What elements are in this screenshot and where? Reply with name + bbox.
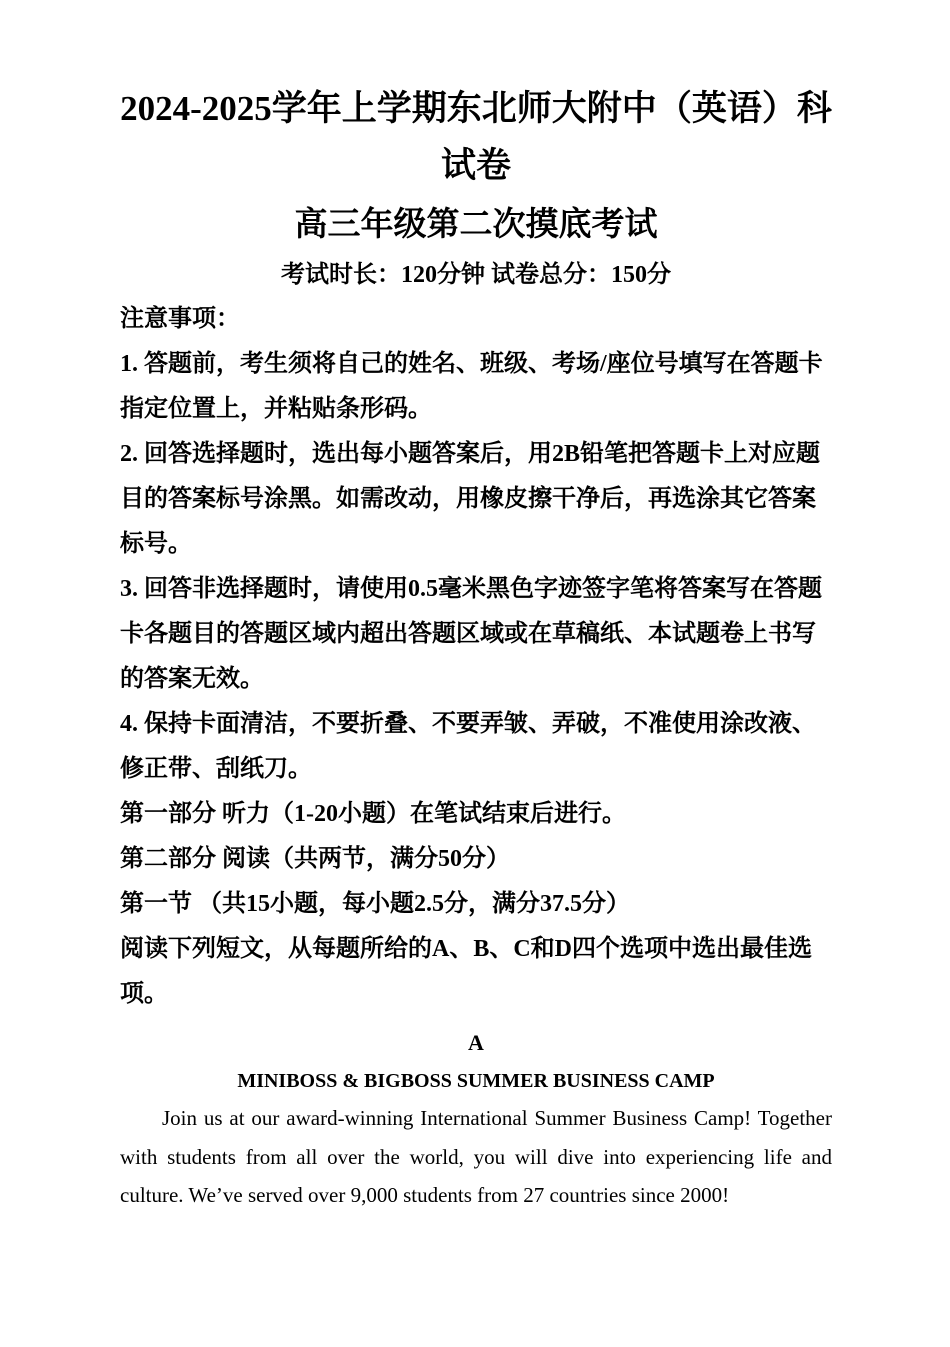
part1-listening: 第一部分 听力（1-20小题）在笔试结束后进行。	[120, 801, 626, 827]
exam-subtitle: 高三年级第二次摸底考试	[294, 207, 658, 243]
note-number: 1.	[120, 351, 138, 377]
note-item	[120, 702, 832, 792]
note-text: 保持卡面清洁，不要折叠、不要弄皱、弄破，不准使用涂改液、修正带、刮纸刀。	[120, 711, 816, 782]
note-text: 回答选择题时，选出每小题答案后，用2B铅笔把答题卡上对应题目的答案标号涂黑。如需改动，用橡皮擦干净后，再选涂其它答案标号。	[120, 441, 821, 557]
exam-page	[120, 80, 832, 1215]
exam-info: 考试时长：120分钟 试卷总分：150分	[281, 262, 671, 288]
notes-section	[120, 297, 832, 1017]
note-item	[120, 567, 832, 702]
notes-heading: 注意事项：	[120, 306, 240, 332]
note-number: 3.	[120, 576, 138, 602]
exam-title-line1: 2024-2025学年上学期东北师大附中（英语）科	[120, 89, 832, 128]
note-text: 答题前，考生须将自己的姓名、班级、考场/座位号填写在答题卡指定位置上，并粘贴条形码。	[120, 351, 823, 422]
note-number: 2.	[120, 441, 138, 467]
exam-title	[120, 80, 832, 194]
passage-title: MINIBOSS & BIGBOSS SUMMER BUSINESS CAMP	[237, 1070, 715, 1092]
exam-title-line2: 试卷	[440, 146, 511, 185]
note-number: 4.	[120, 711, 138, 737]
passage-paragraph: Join us at our award-winning International Summer Business Camp! Together with students from all over the world, you will dive into experiencing life and culture. We’ve served over 9,000 students from 27 countries since 2000!	[120, 1106, 832, 1207]
section1-heading: 第一节 （共15小题，每小题2.5分，满分37.5分）	[120, 891, 630, 917]
passage-letter: A	[468, 1030, 484, 1055]
note-item	[120, 432, 832, 567]
part2-reading: 第二部分 阅读（共两节，满分50分）	[120, 846, 510, 872]
note-item	[120, 342, 832, 432]
reading-instruction: 阅读下列短文，从每题所给的A、B、C和D四个选项中选出最佳选项。	[120, 936, 813, 1007]
note-text: 回答非选择题时，请使用0.5毫米黑色字迹签字笔将答案写在答题卡各题目的答题区域内超出答题区域或在草稿纸、本试题卷上书写的答案无效。	[120, 576, 822, 692]
